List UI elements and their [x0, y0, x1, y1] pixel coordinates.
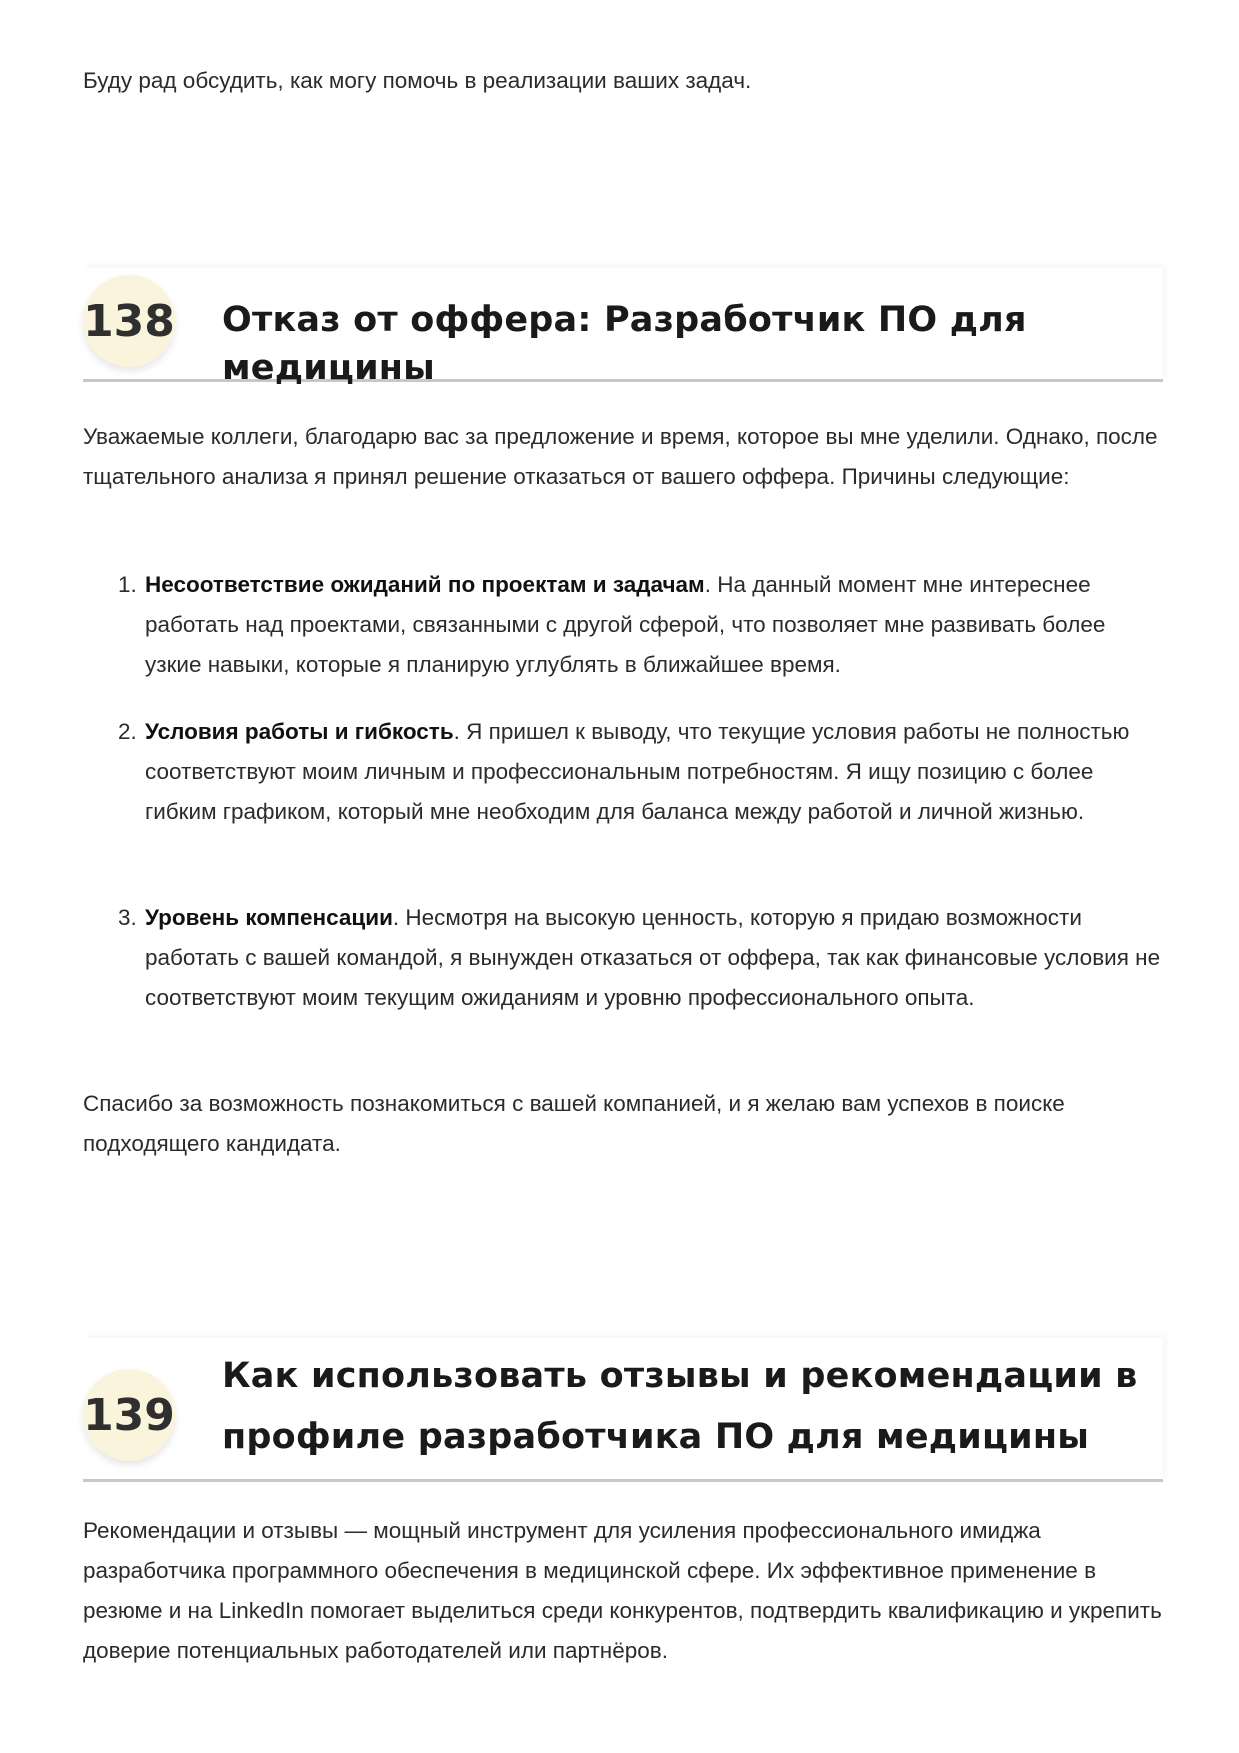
section-number-badge: 139: [83, 1369, 175, 1461]
section-number-badge: 138: [83, 275, 175, 367]
intro-paragraph: Буду рад обсудить, как могу помочь в реализации ваших задач.: [83, 68, 752, 93]
section-title: Отказ от оффера: Разработчик ПО для медицины: [222, 300, 1027, 388]
reason-list-item: [83, 898, 1163, 1018]
section-139-intro: Рекомендации и отзывы — мощный инструмент для усиления профессионального имиджа разработчика программного обеспечения в медицинской сфере. Их эффективное применение в резюме и на LinkedIn помогает выделиться среди конкурентов, подтвердить квалификацию и укрепить доверие потенциальных работодателей или партнёров.: [83, 1518, 1162, 1663]
reason-list-item: [83, 712, 1163, 832]
reason-list-item: [83, 565, 1163, 685]
section-138-intro: Уважаемые коллеги, благодарю вас за предложение и время, которое вы мне уделили. Однако, после тщательного анализа я принял решение отказаться от вашего оффера. Причины следующие:: [83, 424, 1158, 489]
list-marker: 2.: [118, 719, 137, 744]
list-marker: 3.: [118, 905, 137, 930]
list-marker: 1.: [118, 572, 137, 597]
reason-heading: Условия работы и гибкость: [145, 719, 454, 744]
section-header-138: [83, 268, 1163, 388]
reason-text: . Несмотря на высокую ценность, которую я придаю возможности работать с вашей командой, я вынужден отказаться от оффера, так как финансовые условия не соответствуют моим текущим ожиданиям и уровню профессионального опыта.: [145, 905, 1161, 1010]
reason-text: . На данный момент мне интереснее работать над проектами, связанными с другой сферой, что позволяет мне развивать более узкие навыки, которые я планирую углублять в ближайшее время.: [145, 572, 1106, 677]
reason-heading: Уровень компенсации: [145, 905, 393, 930]
reason-heading: Несоответствие ожиданий по проектам и задачам: [145, 572, 705, 597]
reason-text: . Я пришел к выводу, что текущие условия работы не полностью соответствуют моим личным и профессиональным потребностям. Я ищу позицию с более гибким графиком, который мне необходим для баланса между работой и личной жизнью.: [145, 719, 1130, 824]
section-title: Как использовать отзывы и рекомендации в профиле разработчика ПО для медицины: [222, 1356, 1138, 1457]
section-138-closing: Спасибо за возможность познакомиться с вашей компанией, и я желаю вам успехов в поиске подходящего кандидата.: [83, 1091, 1065, 1156]
section-header-139: [83, 1338, 1163, 1482]
